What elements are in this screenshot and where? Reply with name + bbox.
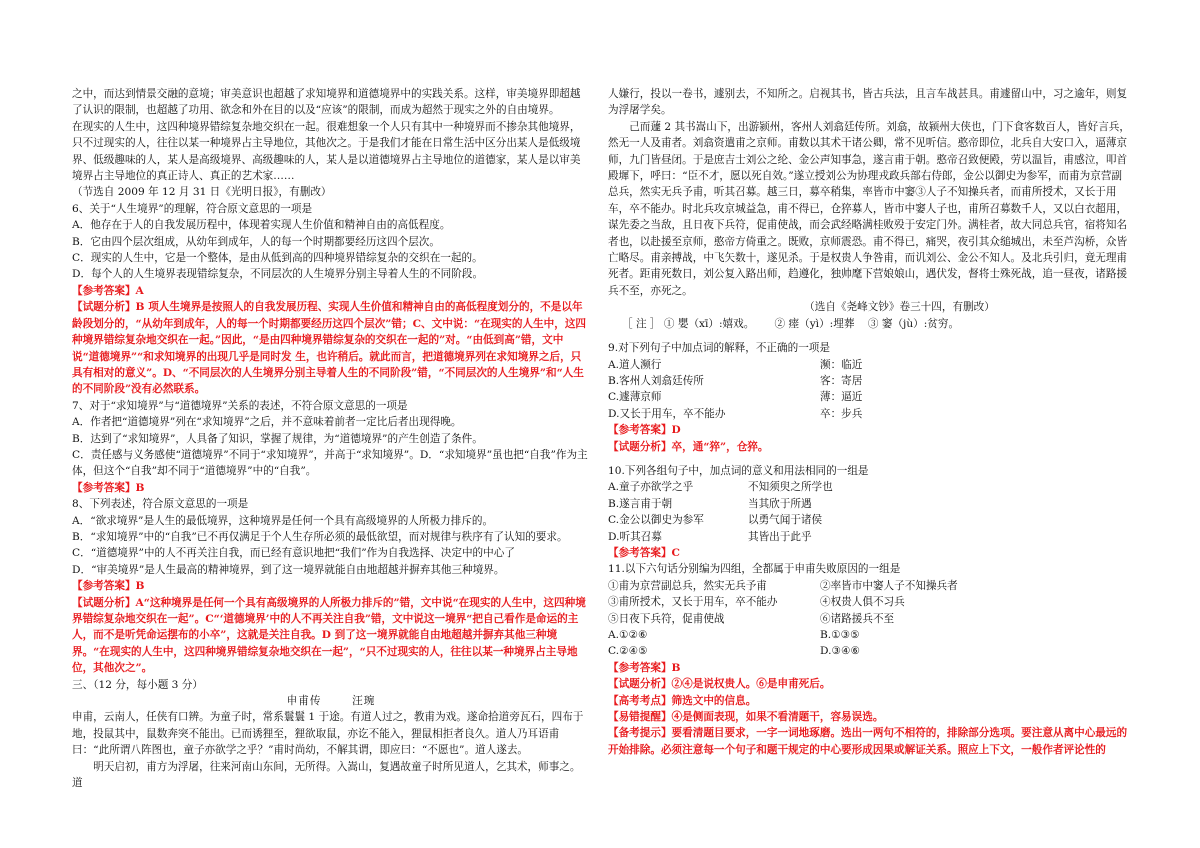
question-11-error-tip: 【易错提醒】④是侧面表现，如果不看清题干，容易误选。 [608,711,884,724]
passage-paragraph: 申甫，云南人，任侠有口辨。为童子时，常系鬟鬟 1 于途。有道人过之，教甫为戏。遂命拾道旁瓦石，四布于地，投鼠其中，鼠数奔突不能出。已而诱狸至，狸欲取鼠，亦讫不能入，狸鼠相拒者良久。道人乃耳语甫曰：“此所谓八阵图也，童子亦欲学之乎？”甫时尚幼，不解其谓，即应曰：“不愿也”。道人遂去。 [72,711,584,757]
question-6-option-c: C．现实的人生中，它是一个整体，是由从低到高的四种境界错综复杂的交织在一起的。 [72,252,483,265]
question-10-option [608,479,1131,495]
question-11-choice-row [608,643,1131,659]
question-7-option-b: B．达到了“求知境界”，人具备了知识，掌握了规律，为“道德境界”的产生创造了条件。 [72,432,483,445]
passage-source: （选自《尧峰文钞》卷三十四，有删改） [804,301,995,314]
choice: B.①③⑤ [820,629,860,641]
question-7-option-c: C．责任感与义务感使“道德境界”不同于“求知境界”，并高于“求知境界”。D．“求知境界”虽也把“自我”作为主体，但这个“自我”却不同于“道德境界”中的“自我”。 [72,448,588,478]
question-9-option [608,357,1131,373]
question-10-answer: 【参考答案】C [608,546,680,559]
question-6-option-d: D．每个人的人生境界表现错综复杂，不同层次的人生境界分别主导着人生的不同阶段。 [72,268,484,281]
question-8-option-c: C．“道德境界”中的人不再关注自我，而已经有意识地把“我们”作为自我选择、决定中的中心了 [72,547,515,560]
statement: ④权贵人俱不习兵 [820,596,905,609]
question-9-stem: 9.对下列句子中加点词的解释，不正确的一项是 [608,342,830,355]
question-11-prep-tip: 【备考提示】要看清题目要求，一字一词地琢磨。选出一两句不相符的，排除部分选项。要注意从离中心最远的开始排除。必须注意每一个句子和题干规定的中心要形成因果或解证关系。照应上下文，一般作者评论性的 [608,727,1128,756]
question-8-analysis: 【试题分析】A“这种境界是任何一个具有高级境界的人所极力排斥的”错，文中说“在现实的人生中，这四种境界错综复杂地交织在一起”。C“‘道德境界’中的人不再关注自我”错，文中说这一境界“把自己看作是命运的主人，而不是听凭命运摆布的小卒”，这就是关注自我。D 到了这一境界就能自由地超越并摒弃其他三种境界。“在现实的人生中，这四种境界错综复杂地交织在一起”，“只不过现实的人，往往以某一种境界占主导地位，其他次之”。 [72,596,586,675]
question-6-option-a: A．他存在于人的自我发展历程中，体现着实现人生价值和精神自由的高低程度。 [72,219,451,232]
question-10-option [608,512,1131,528]
question-7-answer: 【参考答案】B [72,481,145,494]
left-column [72,86,590,791]
source-note: （节选自 2009 年 12 月 31 日《光明日报》，有删改） [72,186,332,199]
spacer [608,332,1131,340]
question-8-option-b: B．“求知境界”中的“自我”已不再仅满足于个人生存所必须的最低欲望，而对规律与秩序有了认知的要求。 [72,530,568,543]
question-9-option [608,373,1131,389]
question-6-analysis: 【试题分析】B 项人生境界是按照人的自我发展历程、实现人生价值和精神自由的高低程度划分的，不是以年龄段划分的，“从幼年到成年，人的每一个时期都要经历这四个层次”错；C、文中说：“在现实的人生中，这四种境界错综复杂地交织在一起。”因此，“是由四种境界错综复杂的交织在一起的”对。“由低到高”错，文中说“道德境界”“和求知境界的出现几乎是同时发 生，也许稍后。就此而言，把道德境界列在求知境界之后，只具有相对的意义”。D、“不同层次的人生境界分别主导着人生的不同阶段”错，“不同层次的人生境界”和“人生的不同阶段”没有必然联系。 [72,301,587,396]
question-9-analysis: 【试题分析】卒，通“猝”，仓猝。 [608,440,769,453]
option-sentence: C.遽薄京师 [608,391,662,404]
option-right: 不知须臾之所学也 [748,481,833,494]
statement: ⑥诸路援兵不至 [820,612,895,625]
option-sentence: A.道人濒行 [608,358,662,371]
statement: ②率皆市中窭人子不知操兵者 [820,579,958,592]
passage-paragraph: 在现实的人生中，这四种境界错综复杂地交织在一起。很难想象一个人只有其中一种境界而不掺杂其他境界，只不过现实的人，往往以某一种境界占主导地位，其他次之。于是我们才能在日常生活中区分出某人是低级境界、低级趣味的人，某人是高级境界、高级趣味的人，某人是以道德境界占主导地位的道德家，某人是以审美境界占主导地位的真正诗人、真正的艺术家…… [72,120,581,183]
question-10-option [608,496,1131,512]
question-10-option [608,529,1131,545]
section-3-heading: 三、（12 分，每小题 3 分） [72,678,203,691]
option-left: C.金公以御史为参军 [608,514,704,527]
passage-author: 汪琬 [352,695,376,708]
option-explanation: 卒：步兵 [820,407,863,420]
question-6-option-b: B．它由四个层次组成，从幼年到成年，人的每一个时期都要经历这四个层次。 [72,235,440,248]
spacer [608,455,1131,463]
choice: C.②④⑤ [608,645,648,658]
option-left: B.遂言甫于朝 [608,497,673,510]
question-11-statement-row [608,611,1131,627]
question-11-analysis: 【试题分析】②④是说权贵人。⑥是申甫死后。 [608,678,831,691]
option-right: 其皆出于此乎 [748,530,812,543]
question-8-stem: 8、下列表述，符合原文意思的一项是 [72,498,249,511]
passage-title: 申甫传 [286,695,322,708]
question-7-option-a: A．作者把“道德境界”列在“求知境界”之后，并不意味着前者一定比后者出现得晚。 [72,416,462,429]
statement: ①甫为京营副总兵，然实无兵予甫 [608,579,767,592]
question-9-answer: 【参考答案】D [608,424,681,437]
option-explanation: 濒：临近 [820,358,863,371]
passage-title-line [72,693,590,709]
question-8-answer: 【参考答案】B [72,580,145,593]
question-10-stem: 10.下列各组句子中，加点词的意义和用法相同的一组是 [608,464,869,477]
passage-paragraph: 之中，而达到情景交融的意境；审美意识也超越了求知境界和道德境界中的实践关系。这样，审美境界即超越了认识的限制，也超越了功用、欲念和外在目的以及“应该”的限制，而成为超然于现实之外的自由境界。 [72,88,581,117]
option-sentence: B.客州人刘翕廷传所 [608,374,704,387]
question-6-stem: 6、关于“人生境界”的理解，符合原文意思的一项是 [72,202,313,215]
question-7-stem: 7、对于“求知境界”与“道德境界”关系的表述，不符合原文意思的一项是 [72,399,408,412]
option-right: 当其欣于所遇 [748,497,812,510]
statement: ③甫所授术，又长于用车，卒不能办 [608,596,778,609]
question-6-answer: 【参考答案】A [72,284,144,297]
question-9-option [608,389,1131,405]
option-explanation: 客：寄居 [820,374,863,387]
option-left: D.听其召募 [608,530,662,543]
passage-notes: ［ 注 ］ ① 嬰（xī）:嬉戏。 ② 瘗（yì）:埋葬 ③ 窭（jù）:贫穷。 [622,317,960,330]
option-explanation: 薄：逼近 [820,391,863,404]
passage-paragraph: 己而蘧 2 其书嵩山下，出游颍州，客州人刘翕廷传所。刘翕，故颍州大侠也，门下食客数百人，皆好言兵，然无一人及甫者。刘翕资遣甫之京师。甫数以其术干诸公卿，常不见听信。憨帝即位，北兵自大安口入，逼薄京师，九门皆昼闭。于是庶吉士刘公之纶、金公声知事急，遂言甫于朝。憨帝召致便殿，劳以温旨，甫感泣，叩首殿墀下，呼曰：“臣不才，愿以死自效。”遂立授刘公为协理戎政兵部右侍郎，金公以御史为参军，而甫为京营副总兵，然实无兵予甫，听其召募。越三日，募卒稍集，率皆市中窭③人子不知操兵者，而甫所授术，又长于用车，卒不能办。时北兵攻京城益急，甫不得已，仓猝募人，皆市中窭人子也，甫所召募数千人，又以白衣超用，谋先委之当敌，且日夜下兵符，促甫使战，而会武经略满桂败殁于安定门外。满桂者，故大同总兵官，宿将知名者也，以赴援至京师，憨帝方倚重之。既败，京师震恐。甫不得已，痛哭，夜引其众缒城出，未至芦沟桥，众皆亡略尽。甫亲搏战，中飞矢数十，遂见杀。于是权贵人争咎甫，而讥刘公、金公不知人。及北兵引归，竟无理甫死者。距甫死数日，刘公复入路出师，趋遵化，独帅麾下营娘娘山，遇伏发，督将士殊死战，追一昼夜，诸路援兵不至，亦死之。 [608,120,1130,297]
option-right: 以勇气闻于诸侯 [748,514,823,527]
question-8-option-a: A．“欲求境界”是人生的最低境界，这种境界是任何一个具有高级境界的人所极力排斥的。 [72,514,494,527]
choice: D.③④⑥ [820,645,860,658]
right-column [608,86,1131,758]
statement: ⑤日夜下兵符，促甫使战 [608,612,725,625]
option-sentence: D.又长于用车，卒不能办 [608,407,726,420]
passage-paragraph: 人嫌行，投以一卷书，遽别去，不知所之。启视其书，皆古兵法，且言车战甚具。甫遽留山中，习之逾年，则复为浮屠学矣。 [608,88,1128,117]
question-9-option [608,406,1131,422]
question-11-stem: 11.以下六句话分别编为四组，全都属于申甫失败原因的一组是 [608,563,901,576]
question-11-statement-row [608,594,1131,610]
question-8-option-d: D．“审美境界”是人生最高的精神境界，到了这一境界就能自由地超越并摒弃其他三种境界。 [72,563,505,576]
question-11-statement-row [608,578,1131,594]
question-11-choice-row [608,627,1131,643]
option-left: A.童子亦欲学之乎 [608,481,694,494]
passage-paragraph: 明天启初，甫方为浮屠，往来河南山东间，无所得。入嵩山，复遇故童子时所见道人，乞其术，师事之。道 [72,760,581,790]
choice: A.①②⑥ [608,629,648,641]
question-11-exam-point: 【高考考点】筛选文中的信息。 [608,694,757,707]
question-11-answer: 【参考答案】B [608,661,681,674]
